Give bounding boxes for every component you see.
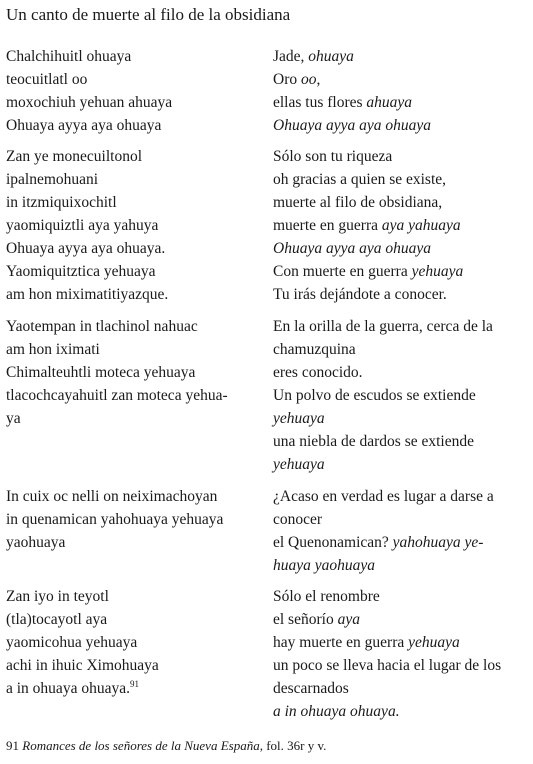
stanza-spanish: [273, 45, 531, 137]
verse-line-spanish: [273, 430, 531, 453]
stanza-spanish: [273, 315, 531, 476]
verse-segment-italic: yehuaya: [273, 456, 325, 473]
verse-line-nahuatl: Zan iyo in teyotl: [6, 588, 109, 605]
verse-segment-italic: ahuaya: [366, 94, 413, 111]
verse-line-spanish: [273, 384, 531, 407]
verse-segment: chamuzquina: [273, 341, 356, 358]
verse-line-nahuatl: Ohuaya ayya aya ohuaya: [6, 117, 162, 134]
verse-line-spanish: [273, 68, 531, 91]
verse-segment: ¿Acaso en verdad es lugar a darse a: [273, 488, 494, 505]
verse-line-nahuatl: yaomicohua yehuaya: [6, 634, 138, 651]
verse-segment: muerte en guerra: [273, 217, 382, 234]
verse-line-nahuatl: Yaotempan in tlachinol nahuac: [6, 318, 198, 335]
verse-line-spanish: [273, 631, 531, 654]
verse-segment: el señorío: [273, 611, 338, 628]
verse-line-nahuatl: ya: [6, 410, 21, 427]
stanza-nahuatl: [6, 315, 261, 430]
verse-segment: descarnados: [273, 680, 349, 697]
verse-segment-italic: yehuaya: [408, 634, 460, 651]
verse-line-spanish: [273, 237, 531, 260]
verse-segment: hay muerte en guerra: [273, 634, 409, 651]
verse-line-nahuatl: Ohuaya ayya aya ohuaya.: [6, 240, 166, 257]
verse-line-nahuatl: yaomiquiztli aya yahuya: [6, 217, 159, 234]
verse-segment: ellas tus flores: [273, 94, 367, 111]
verse-segment-italic: Ohuaya ayya aya ohuaya: [273, 117, 431, 134]
stanza-nahuatl: [6, 585, 261, 700]
verse-line-nahuatl: achi in ihuic Ximohuaya: [6, 657, 159, 674]
verse-line-spanish: [273, 45, 531, 68]
verse-segment: un poco se lleva hacia el lugar de los: [273, 657, 502, 674]
verse-line-nahuatl: in itzmiquixochitl: [6, 194, 117, 211]
verse-line-nahuatl: Chalchihuitl ohuaya: [6, 48, 132, 65]
verse-segment: conocer: [273, 511, 323, 528]
poem-title: Un canto de muerte al filo de la obsidiana: [6, 5, 291, 24]
stanza-nahuatl: [6, 45, 261, 137]
verse-line-spanish: [273, 315, 531, 338]
verse-segment: Sólo son tu riqueza: [273, 148, 393, 165]
verse-segment: muerte al filo de obsidiana,: [273, 194, 443, 211]
verse-line-nahuatl: a in ohuaya ohuaya.$^{91}$: [6, 678, 139, 697]
verse-segment-italic: a in ohuaya ohuaya.: [273, 703, 400, 720]
stanza-nahuatl: [6, 485, 261, 554]
verse-line-spanish: [273, 585, 531, 608]
verse-line-spanish: [273, 168, 531, 191]
verse-line-spanish: [273, 361, 531, 384]
verse-segment: el Quenonamican?: [273, 534, 393, 551]
verse-line-nahuatl: yaohuaya: [6, 534, 66, 551]
verse-segment-italic: aya: [337, 611, 360, 628]
verse-line-nahuatl: tlacochcayahuitl zan moteca yehua-: [6, 387, 228, 404]
footnote-reference: 91: [129, 678, 139, 689]
verse-segment: una niebla de dardos se extiende: [273, 433, 474, 450]
verse-line-spanish: [273, 114, 531, 137]
stanza-spanish: [273, 145, 531, 306]
stanza-spanish: [273, 585, 531, 723]
verse-line-nahuatl: in quenamican yahohuaya yehuaya: [6, 511, 224, 528]
verse-line-nahuatl: moxochiuh yehuan ahuaya: [6, 94, 173, 111]
verse-line-spanish: [273, 700, 531, 723]
verse-line-spanish: [273, 407, 531, 430]
verse-line-nahuatl: Zan ye monecuiltonol: [6, 148, 143, 165]
stanza-nahuatl: [6, 145, 261, 306]
verse-line-spanish: [273, 508, 531, 531]
verse-line-spanish: [273, 338, 531, 361]
verse-line-spanish: [273, 214, 531, 237]
verse-segment-italic: oo: [300, 71, 317, 88]
stanza-spanish: [273, 485, 531, 577]
verse-line-nahuatl: teocuitlatl oo: [6, 71, 88, 88]
verse-line-spanish: [273, 654, 531, 677]
verse-segment: Con muerte en guerra: [273, 263, 412, 280]
footnote-source-title: Romances de los señores de la Nueva España: [22, 738, 260, 753]
verse-line-spanish: [273, 191, 531, 214]
verse-segment-italic: huaya yaohuaya: [273, 557, 376, 574]
verse-segment: eres conocido.: [273, 364, 363, 381]
verse-segment-italic: yahohuaya ye-: [392, 534, 484, 551]
verse-segment: oh gracias a quien se existe,: [273, 171, 447, 188]
verse-segment-italic: ohuaya: [308, 48, 354, 65]
verse-line-spanish: [273, 531, 531, 554]
verse-segment: Un polvo de escudos se extiende: [273, 387, 476, 404]
verse-segment-italic: yehuaya: [411, 263, 464, 280]
verse-line-spanish: [273, 91, 531, 114]
verse-line-spanish: [273, 677, 531, 700]
verse-line-spanish: [273, 283, 531, 306]
footnote: [6, 737, 326, 755]
verse-line-nahuatl: am hon miximatitiyazque.: [6, 286, 169, 303]
verse-segment: En la orilla de la guerra, cerca de la: [273, 318, 493, 335]
verse-segment: Tu irás dejándote a conocer.: [273, 286, 447, 303]
verse-segment: Oro: [273, 71, 301, 88]
verse-line-nahuatl: Yaomiquitztica yehuaya: [6, 263, 156, 280]
verse-segment: ,: [316, 71, 321, 88]
footnote-source-detail: , fol. 36r y v.: [259, 738, 327, 753]
verse-line-nahuatl: ipalnemohuani: [6, 171, 99, 188]
verse-line-spanish: [273, 453, 531, 476]
footnote-number: 91: [6, 738, 19, 753]
verse-line-spanish: [273, 260, 531, 283]
verse-line-nahuatl: Chimalteuhtli moteca yehuaya: [6, 364, 196, 381]
verse-segment: Jade,: [273, 48, 309, 65]
verse-line-nahuatl: am hon iximati: [6, 341, 100, 358]
verse-segment-italic: aya yahuaya: [381, 217, 461, 234]
verse-line-nahuatl: In cuix oc nelli on neiximachoyan: [6, 488, 218, 505]
verse-line-nahuatl: (tla)tocayotl aya: [6, 611, 108, 628]
verse-line-spanish: [273, 145, 531, 168]
verse-line-spanish: [273, 485, 531, 508]
verse-line-spanish: [273, 608, 531, 631]
verse-segment-italic: Ohuaya ayya aya ohuaya: [273, 240, 431, 257]
verse-segment: Sólo el renombre: [273, 588, 380, 605]
verse-line-spanish: [273, 554, 531, 577]
verse-segment-italic: yehuaya: [273, 410, 325, 427]
